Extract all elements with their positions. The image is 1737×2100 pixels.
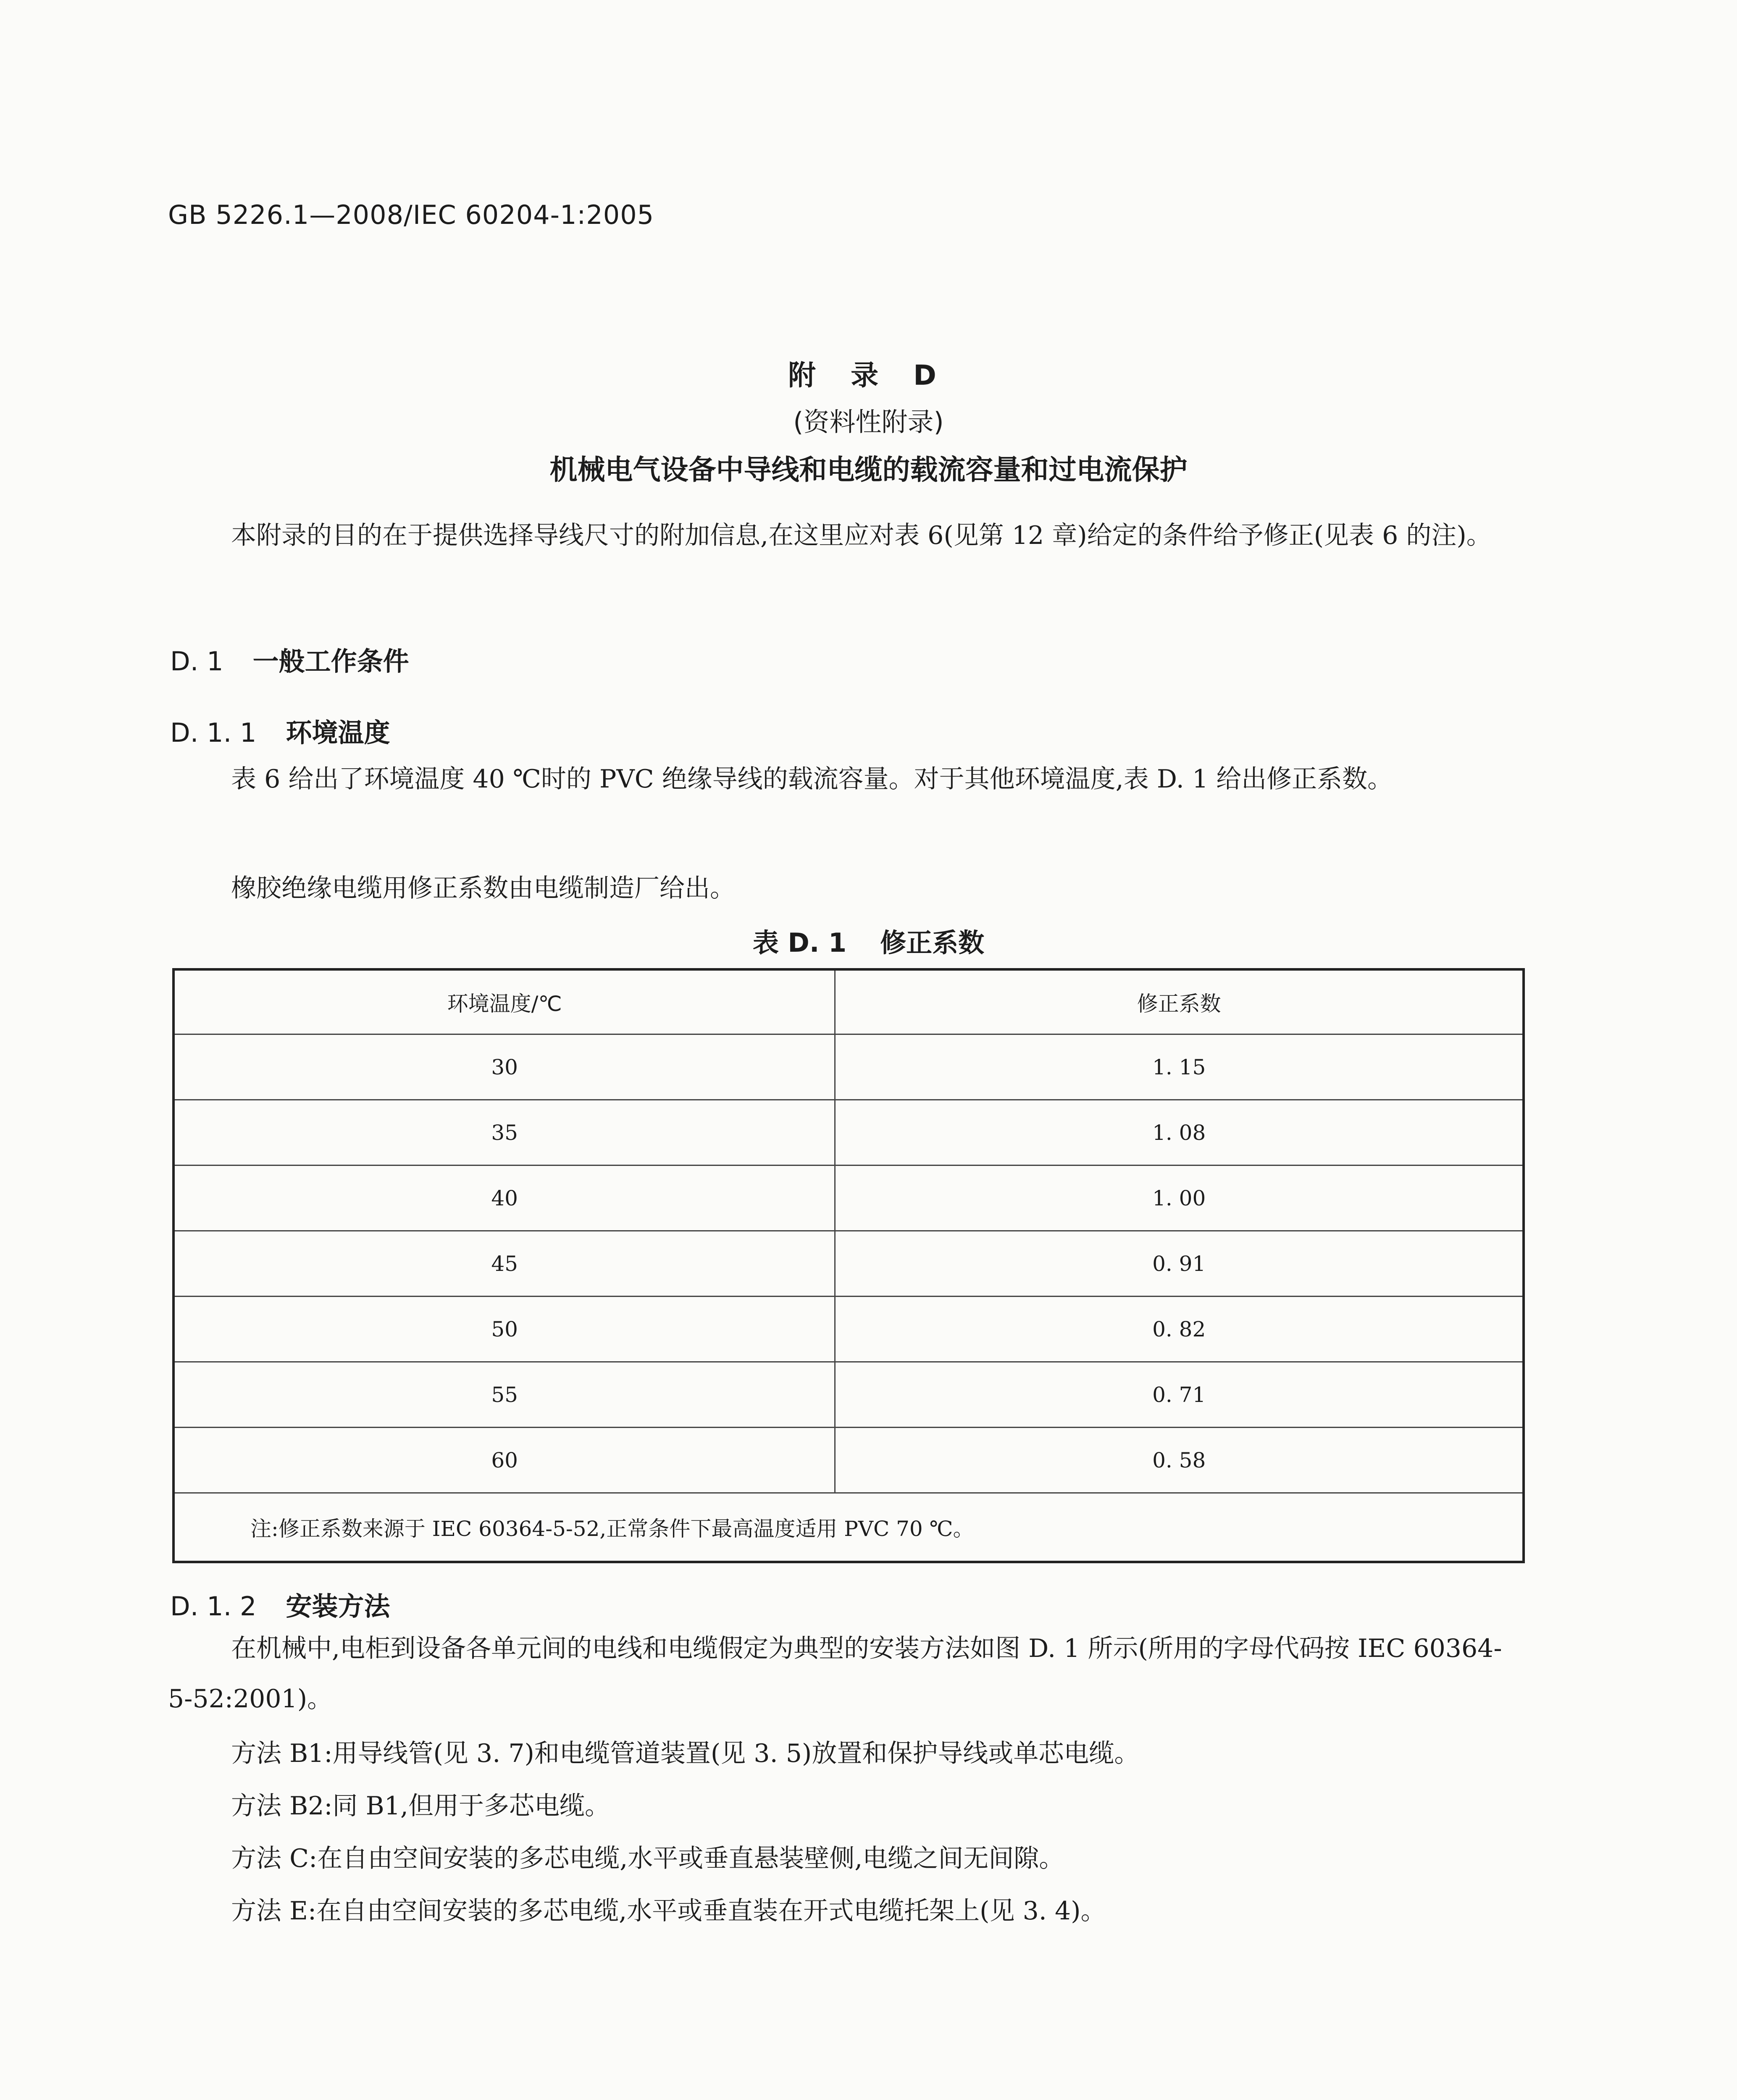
factor-cell: 0. 91 — [835, 1231, 1524, 1297]
appendix-type: (资料性附录) — [793, 407, 944, 437]
d12-paragraph: 在机械中,电柜到设备各单元间的电线和电缆假定为典型的安装方法如图 D. 1 所示(所用的字母代码按 IEC 60364-5-52:2001)。 — [168, 1634, 1502, 1714]
table-note: 注:修正系数来源于 IEC 60364-5-52,正常条件下最高温度适用 PVC 70 ℃。 — [173, 1493, 1524, 1562]
temperature-cell: 30 — [173, 1034, 835, 1100]
table-caption-title: 修正系数 — [880, 927, 985, 958]
temperature-cell: 35 — [173, 1100, 835, 1166]
method-c: 方法 C:在自由空间安装的多芯电缆,水平或垂直悬装壁侧,电缆之间无间隙。 — [231, 1844, 1064, 1873]
temperature-cell: 60 — [173, 1428, 835, 1493]
table-row — [173, 1034, 1524, 1100]
factor-cell: 0. 58 — [835, 1428, 1524, 1493]
d11-paragraph-1: 表 6 给出了环境温度 40 ℃时的 PVC 绝缘导线的载流容量。对于其他环境温度,表 D. 1 给出修正系数。 — [231, 764, 1393, 794]
method-b1: 方法 B1:用导线管(见 3. 7)和电缆管道装置(见 3. 5)放置和保护导线或单芯电缆。 — [231, 1739, 1140, 1768]
factor-cell: 1. 15 — [835, 1034, 1524, 1100]
factor-cell: 1. 00 — [835, 1166, 1524, 1231]
factor-cell: 0. 82 — [835, 1297, 1524, 1362]
column-header-factor: 修正系数 — [835, 969, 1524, 1034]
temperature-cell: 45 — [173, 1231, 835, 1297]
factor-cell: 1. 08 — [835, 1100, 1524, 1166]
d11-paragraph-2: 橡胶绝缘电缆用修正系数由电缆制造厂给出。 — [231, 874, 735, 903]
method-b2: 方法 B2:同 B1,但用于多芯电缆。 — [231, 1791, 610, 1821]
intro-paragraph: 本附录的目的在于提供选择导线尺寸的附加信息,在这里应对表 6(见第 12 章)给定的条件给予修正(见表 6 的注)。 — [231, 521, 1492, 550]
table-row — [173, 1231, 1524, 1297]
temperature-cell: 50 — [173, 1297, 835, 1362]
table-header-row — [173, 969, 1524, 1034]
table-row — [173, 1297, 1524, 1362]
table-row — [173, 1100, 1524, 1166]
section-number: D. 1. 1 — [170, 717, 257, 748]
section-d12-heading — [170, 1586, 390, 1623]
correction-factor-table — [172, 968, 1525, 1563]
column-header-temperature: 环境温度/℃ — [173, 969, 835, 1034]
table-row — [173, 1428, 1524, 1493]
section-d1-heading — [170, 640, 409, 678]
section-d11-heading — [170, 712, 390, 749]
appendix-title: 附 录 D — [788, 359, 949, 391]
table-note-row — [173, 1493, 1524, 1562]
temperature-cell: 55 — [173, 1362, 835, 1428]
section-title: 环境温度 — [286, 717, 390, 748]
temperature-cell: 40 — [173, 1166, 835, 1231]
section-number: D. 1. 2 — [170, 1591, 257, 1622]
table-caption — [0, 922, 1737, 959]
method-e: 方法 E:在自由空间安装的多芯电缆,水平或垂直装在开式电缆托架上(见 3. 4)。 — [231, 1896, 1106, 1926]
factor-cell: 0. 71 — [835, 1362, 1524, 1428]
section-number: D. 1 — [170, 646, 223, 677]
document-header: GB 5226.1—2008/IEC 60204-1:2005 — [168, 200, 654, 230]
table-row — [173, 1166, 1524, 1231]
table-caption-number: 表 D. 1 — [752, 927, 847, 958]
appendix-main-title: 机械电气设备中导线和电缆的载流容量和过电流保护 — [549, 454, 1188, 486]
section-title: 一般工作条件 — [252, 646, 409, 677]
section-title: 安装方法 — [286, 1591, 390, 1622]
table-row — [173, 1362, 1524, 1428]
